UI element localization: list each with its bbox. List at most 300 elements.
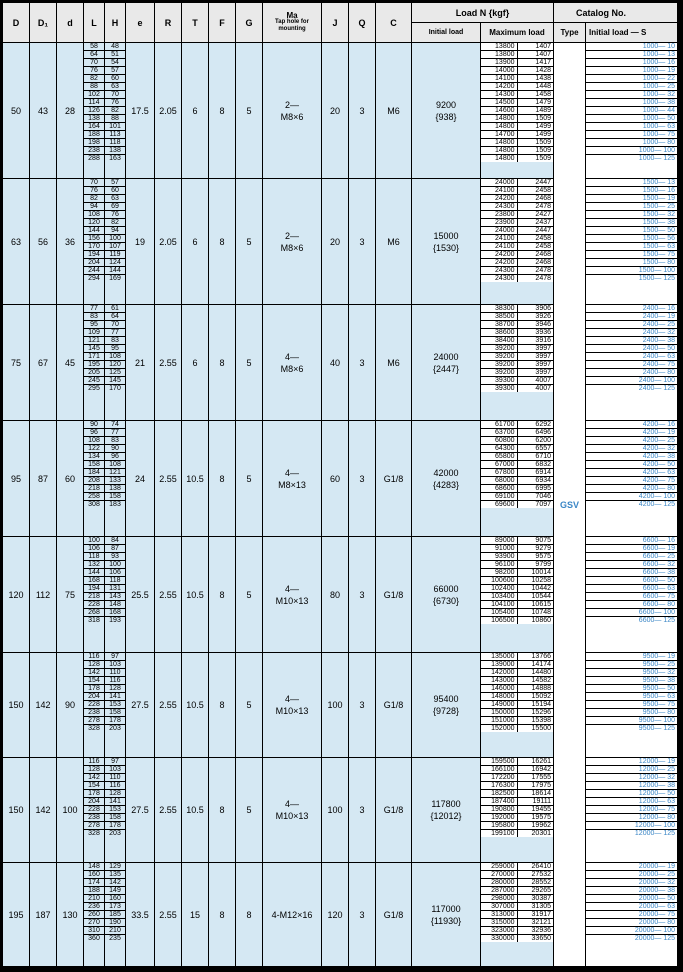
cell-catalog-no: 1500— 125 bbox=[638, 275, 675, 282]
cell-catalog-no-cell bbox=[586, 179, 678, 305]
cell-catalog-no: 1000— 100 bbox=[586, 147, 677, 155]
cell-max-n: 150000 bbox=[481, 709, 517, 717]
cell-H: 190 bbox=[105, 919, 125, 927]
cell-catalog-no: 9500— 63 bbox=[586, 693, 677, 701]
cell-catalog-no: 1000— 22 bbox=[586, 75, 677, 83]
cell-max-kgf: 6200 bbox=[518, 437, 554, 445]
cell-max-kgf: 3946 bbox=[518, 321, 554, 329]
cell-H: 128 bbox=[105, 790, 125, 798]
cell-catalog-no: 12000— 38 bbox=[586, 782, 677, 790]
spec-table bbox=[2, 2, 678, 967]
cell-catalog-no: 4200— 80 bbox=[586, 485, 677, 493]
cell-catalog-no: 9500— 25 bbox=[586, 661, 677, 669]
cell-J: 80 bbox=[322, 537, 349, 653]
cell-d: 130 bbox=[57, 863, 84, 967]
cell-e: 17.5 bbox=[126, 43, 155, 179]
cell-H: 108 bbox=[105, 353, 125, 361]
cell-max-n: 69100 bbox=[481, 493, 517, 501]
cell-H: 148 bbox=[105, 601, 125, 609]
cell-L: 154 bbox=[84, 677, 104, 685]
cell-Ma: 4— M8×6 bbox=[263, 305, 322, 421]
cell-max-n: 38400 bbox=[481, 337, 517, 345]
cell-L: 184 bbox=[84, 469, 104, 477]
cell-L: 90 bbox=[84, 421, 104, 429]
cell-H: 116 bbox=[105, 782, 125, 790]
cell-F: 8 bbox=[209, 863, 236, 967]
spec-table-body bbox=[3, 43, 678, 967]
cell-L: 82 bbox=[84, 195, 104, 203]
cell-max-n: 69600 bbox=[495, 501, 515, 508]
cell-catalog-no: 20000— 80 bbox=[586, 919, 677, 927]
cell-max-kgf: 1489 bbox=[518, 107, 554, 115]
cell-max-kgf: 20301 bbox=[531, 830, 551, 837]
cell-catalog-no: 2400— 75 bbox=[586, 361, 677, 369]
cell-max-n: 100600 bbox=[481, 577, 517, 585]
cell-max-kgf: 14480 bbox=[518, 669, 554, 677]
cell-max-n: 96100 bbox=[481, 561, 517, 569]
cell-catalog-no: 1000— 80 bbox=[586, 139, 677, 147]
cell-max-n: 14800 bbox=[495, 155, 515, 162]
cell-max-n: 106500 bbox=[491, 617, 515, 624]
cell-max-kgf: 13766 bbox=[518, 653, 554, 661]
cell-H: 87 bbox=[105, 545, 125, 553]
cell-catalog-no: 9500— 125 bbox=[638, 725, 675, 732]
cell-max-kgf: 15398 bbox=[518, 717, 554, 725]
cell-catalog-no: 4200— 100 bbox=[586, 493, 677, 501]
cell-catalog-no: 1000— 125 bbox=[638, 155, 675, 162]
cell-D: 195 bbox=[3, 863, 30, 967]
cell-max-kgf: 16942 bbox=[518, 766, 554, 774]
cell-max-kgf: 9279 bbox=[518, 545, 554, 553]
cell-H: 60 bbox=[105, 187, 125, 195]
cell-H: 76 bbox=[105, 99, 125, 107]
cell-max-n: 64300 bbox=[481, 445, 517, 453]
cell-max-n: 14200 bbox=[481, 83, 517, 91]
col-H: H bbox=[105, 3, 126, 43]
cell-H: 116 bbox=[105, 677, 125, 685]
col-J: J bbox=[322, 3, 349, 43]
cell-L: 116 bbox=[84, 758, 104, 766]
cell-catalog-no: 12000— 32 bbox=[586, 774, 677, 782]
cell-H: 138 bbox=[105, 485, 125, 493]
col-D1: D₁ bbox=[30, 3, 57, 43]
cell-max-n: 187400 bbox=[481, 798, 517, 806]
cell-H: 103 bbox=[105, 766, 125, 774]
cell-H: 149 bbox=[105, 887, 125, 895]
cell-L: 109 bbox=[84, 329, 104, 337]
cell-L: 76 bbox=[84, 187, 104, 195]
cell-max-kgf: 3997 bbox=[518, 353, 554, 361]
cell-max-kgf: 16261 bbox=[518, 758, 554, 766]
cell-D: 150 bbox=[3, 653, 30, 758]
cell-R: 2.05 bbox=[155, 43, 182, 179]
cell-initial-load: 42000 {4283} bbox=[412, 421, 481, 537]
cell-catalog-no: 12000— 25 bbox=[586, 766, 677, 774]
cell-max-n: 39200 bbox=[481, 361, 517, 369]
cell-max-kgf: 9799 bbox=[518, 561, 554, 569]
cell-L: 132 bbox=[84, 561, 104, 569]
col-L: L bbox=[84, 3, 105, 43]
cell-max-n: 102400 bbox=[481, 585, 517, 593]
cell-L-cell bbox=[84, 863, 105, 967]
cell-catalog-no: 2400— 100 bbox=[586, 377, 677, 385]
cell-e: 21 bbox=[126, 305, 155, 421]
cell-catalog-no: 1500— 32 bbox=[586, 211, 677, 219]
cell-max-kgf: 10544 bbox=[518, 593, 554, 601]
cell-H: 63 bbox=[105, 195, 125, 203]
cell-catalog-no: 2400— 50 bbox=[586, 345, 677, 353]
cell-catalog-no: 2400— 25 bbox=[586, 321, 677, 329]
cell-L: 70 bbox=[84, 59, 104, 67]
cell-H: 128 bbox=[105, 685, 125, 693]
col-catalog-sub: Initial load — S bbox=[586, 23, 678, 43]
cell-L: 204 bbox=[84, 693, 104, 701]
cell-L: 138 bbox=[84, 115, 104, 123]
cell-max-kgf: 1509 bbox=[518, 147, 554, 155]
cell-catalog-no: 9500— 38 bbox=[586, 677, 677, 685]
cell-catalog-no: 9500— 19 bbox=[586, 653, 677, 661]
cell-max-kgf: 6832 bbox=[518, 461, 554, 469]
cell-catalog-no: 4200— 19 bbox=[586, 429, 677, 437]
cell-catalog-no: 2400— 38 bbox=[586, 337, 677, 345]
cell-Ma: 4— M8×13 bbox=[263, 421, 322, 537]
cell-max-n: 13800 bbox=[481, 43, 517, 51]
cell-max-n: 60800 bbox=[481, 437, 517, 445]
cell-F: 8 bbox=[209, 421, 236, 537]
cell-max-kgf: 9575 bbox=[518, 553, 554, 561]
cell-e: 27.5 bbox=[126, 758, 155, 863]
cell-F: 8 bbox=[209, 43, 236, 179]
cell-max-n: 166100 bbox=[481, 766, 517, 774]
col-Q: Q bbox=[349, 3, 376, 43]
cell-H: 158 bbox=[105, 814, 125, 822]
cell-max-n: 148000 bbox=[481, 693, 517, 701]
cell-catalog-no: 2400— 80 bbox=[586, 369, 677, 377]
table-row bbox=[3, 43, 678, 179]
cell-L: 95 bbox=[84, 321, 104, 329]
cell-max-kgf: 1407 bbox=[518, 43, 554, 51]
cell-max-n: 104100 bbox=[481, 601, 517, 609]
cell-H: 131 bbox=[105, 585, 125, 593]
cell-max-kgf: 15092 bbox=[518, 693, 554, 701]
cell-L: 144 bbox=[84, 569, 104, 577]
cell-Ma: 4-M12×16 bbox=[263, 863, 322, 967]
cell-H: 60 bbox=[105, 75, 125, 83]
cell-H: 144 bbox=[105, 267, 125, 275]
cell-L: 168 bbox=[84, 577, 104, 585]
cell-max-load bbox=[481, 305, 554, 421]
cell-L-cell bbox=[84, 758, 105, 863]
cell-L: 204 bbox=[84, 259, 104, 267]
cell-initial-load: 95400 {9728} bbox=[412, 653, 481, 758]
col-Ma-sub: Tap hole for mounting bbox=[275, 19, 309, 32]
cell-L: 128 bbox=[84, 766, 104, 774]
cell-Q: 3 bbox=[349, 43, 376, 179]
cell-L-cell bbox=[84, 653, 105, 758]
cell-L: 160 bbox=[84, 871, 104, 879]
cell-catalog-no: 12000— 63 bbox=[586, 798, 677, 806]
cell-max-kgf: 14174 bbox=[518, 661, 554, 669]
cell-max-n: 38700 bbox=[481, 321, 517, 329]
cell-catalog-no: 4200— 125 bbox=[638, 501, 675, 508]
cell-D: 95 bbox=[3, 421, 30, 537]
cell-max-kgf: 30387 bbox=[518, 895, 554, 903]
cell-catalog-no: 1500— 25 bbox=[586, 203, 677, 211]
cell-max-n: 24300 bbox=[495, 275, 515, 282]
cell-max-kgf: 1509 bbox=[535, 155, 551, 162]
col-initial-load: Initial load bbox=[412, 23, 481, 43]
cell-H: 77 bbox=[105, 429, 125, 437]
cell-L: 238 bbox=[84, 814, 104, 822]
cell-max-n: 61700 bbox=[481, 421, 517, 429]
cell-D1: 87 bbox=[30, 421, 57, 537]
cell-max-n: 280000 bbox=[481, 879, 517, 887]
cell-catalog-no: 6600— 75 bbox=[586, 593, 677, 601]
cell-max-n: 24200 bbox=[481, 251, 517, 259]
cell-catalog-no: 4200— 32 bbox=[586, 445, 677, 453]
cell-L: 288 bbox=[88, 155, 100, 162]
cell-H: 178 bbox=[105, 822, 125, 830]
cell-D1: 56 bbox=[30, 179, 57, 305]
cell-catalog-no-cell bbox=[586, 305, 678, 421]
cell-H: 153 bbox=[105, 806, 125, 814]
cell-H: 158 bbox=[105, 709, 125, 717]
cell-max-kgf: 2468 bbox=[518, 195, 554, 203]
cell-C: G1/8 bbox=[376, 653, 412, 758]
cell-L: 94 bbox=[84, 203, 104, 211]
cell-max-n: 13900 bbox=[481, 59, 517, 67]
cell-G: 5 bbox=[236, 421, 263, 537]
cell-max-n: 67000 bbox=[481, 461, 517, 469]
cell-catalog-no: 12000— 100 bbox=[586, 822, 677, 830]
cell-max-kgf: 19962 bbox=[518, 822, 554, 830]
cell-Q: 3 bbox=[349, 758, 376, 863]
cell-max-n: 14800 bbox=[481, 139, 517, 147]
cell-max-kgf: 18614 bbox=[518, 790, 554, 798]
cell-max-kgf: 2447 bbox=[518, 179, 554, 187]
cell-catalog-no: 9500— 100 bbox=[586, 717, 677, 725]
cell-H: 183 bbox=[109, 501, 121, 508]
cell-max-n: 159500 bbox=[481, 758, 517, 766]
cell-max-kgf: 2427 bbox=[518, 211, 554, 219]
cell-D1: 142 bbox=[30, 653, 57, 758]
cell-H: 74 bbox=[105, 421, 125, 429]
cell-R: 2.05 bbox=[155, 179, 182, 305]
cell-max-n: 13800 bbox=[481, 51, 517, 59]
cell-R: 2.55 bbox=[155, 863, 182, 967]
cell-max-n: 24200 bbox=[481, 259, 517, 267]
cell-max-kgf: 6710 bbox=[518, 453, 554, 461]
cell-catalog-no-cell bbox=[586, 863, 678, 967]
cell-max-kgf: 2478 bbox=[535, 275, 551, 282]
col-d: d bbox=[57, 3, 84, 43]
cell-max-load bbox=[481, 758, 554, 863]
cell-catalog-no: 12000— 19 bbox=[586, 758, 677, 766]
cell-max-n: 38500 bbox=[481, 313, 517, 321]
cell-G: 5 bbox=[236, 43, 263, 179]
cell-C: G1/8 bbox=[376, 863, 412, 967]
cell-e: 24 bbox=[126, 421, 155, 537]
cell-J: 40 bbox=[322, 305, 349, 421]
cell-max-kgf: 15194 bbox=[518, 701, 554, 709]
cell-max-kgf: 6914 bbox=[518, 469, 554, 477]
cell-max-n: 24100 bbox=[481, 187, 517, 195]
cell-catalog-no: 4200— 50 bbox=[586, 461, 677, 469]
cell-H: 97 bbox=[105, 758, 125, 766]
cell-catalog-no: 12000— 125 bbox=[634, 830, 675, 837]
cell-Ma: 4— M10×13 bbox=[263, 653, 322, 758]
cell-L-cell bbox=[84, 179, 105, 305]
cell-L: 194 bbox=[84, 585, 104, 593]
cell-Q: 3 bbox=[349, 653, 376, 758]
cell-max-n: 313000 bbox=[481, 911, 517, 919]
cell-d: 90 bbox=[57, 653, 84, 758]
cell-H: 124 bbox=[105, 259, 125, 267]
cell-H: 185 bbox=[105, 911, 125, 919]
cell-max-kgf: 3997 bbox=[518, 369, 554, 377]
cell-H: 118 bbox=[105, 139, 125, 147]
cell-initial-load: 24000 {2447} bbox=[412, 305, 481, 421]
cell-T: 10.5 bbox=[182, 653, 209, 758]
cell-max-kgf: 1417 bbox=[518, 59, 554, 67]
cell-max-kgf: 32121 bbox=[518, 919, 554, 927]
cell-L: 260 bbox=[84, 911, 104, 919]
cell-H: 69 bbox=[105, 203, 125, 211]
cell-L: 158 bbox=[84, 461, 104, 469]
cell-max-n: 68000 bbox=[481, 477, 517, 485]
cell-H: 57 bbox=[105, 179, 125, 187]
cell-L: 188 bbox=[84, 131, 104, 139]
cell-catalog-no: 12000— 75 bbox=[586, 806, 677, 814]
cell-max-kgf: 29265 bbox=[518, 887, 554, 895]
cell-L-cell bbox=[84, 43, 105, 179]
cell-Ma: 2— M8×6 bbox=[263, 179, 322, 305]
cell-H: 142 bbox=[105, 879, 125, 887]
cell-max-kgf: 17555 bbox=[518, 774, 554, 782]
cell-H: 96 bbox=[105, 453, 125, 461]
cell-max-kgf: 1458 bbox=[518, 91, 554, 99]
cell-e: 19 bbox=[126, 179, 155, 305]
cell-L: 164 bbox=[84, 123, 104, 131]
cell-catalog-no: 12000— 80 bbox=[586, 814, 677, 822]
cell-initial-load: 9200 {938} bbox=[412, 43, 481, 179]
cell-D1: 142 bbox=[30, 758, 57, 863]
cell-max-n: 93900 bbox=[481, 553, 517, 561]
cell-max-n: 142000 bbox=[481, 669, 517, 677]
cell-D1: 67 bbox=[30, 305, 57, 421]
cell-H-cell bbox=[105, 179, 126, 305]
cell-max-n: 152000 bbox=[491, 725, 515, 732]
cell-max-kgf: 6496 bbox=[518, 429, 554, 437]
cell-J: 100 bbox=[322, 758, 349, 863]
cell-H: 210 bbox=[105, 927, 125, 935]
cell-H-cell bbox=[105, 43, 126, 179]
cell-type: GSV bbox=[554, 43, 586, 967]
cell-max-n: 14800 bbox=[481, 123, 517, 131]
cell-H: 77 bbox=[105, 329, 125, 337]
cell-max-kgf: 10014 bbox=[518, 569, 554, 577]
cell-catalog-no: 1000— 38 bbox=[586, 99, 677, 107]
cell-max-kgf: 3906 bbox=[518, 305, 554, 313]
cell-max-n: 192000 bbox=[481, 814, 517, 822]
cell-catalog-no: 20000— 100 bbox=[586, 927, 677, 935]
cell-max-n: 23800 bbox=[481, 211, 517, 219]
cell-catalog-no: 20000— 125 bbox=[634, 935, 675, 942]
cell-max-n: 24000 bbox=[481, 227, 517, 235]
cell-J: 20 bbox=[322, 179, 349, 305]
cell-H: 84 bbox=[105, 537, 125, 545]
cell-L: 118 bbox=[84, 553, 104, 561]
cell-H: 108 bbox=[105, 461, 125, 469]
cell-max-kgf: 27532 bbox=[518, 871, 554, 879]
cell-max-kgf: 2468 bbox=[518, 251, 554, 259]
cell-catalog-no: 9500— 80 bbox=[586, 709, 677, 717]
cell-max-n: 24000 bbox=[481, 179, 517, 187]
cell-max-kgf: 2468 bbox=[518, 259, 554, 267]
cell-catalog-no: 1000— 19 bbox=[586, 67, 677, 75]
cell-R: 2.55 bbox=[155, 758, 182, 863]
cell-catalog-no: 1000— 75 bbox=[586, 131, 677, 139]
cell-max-load bbox=[481, 653, 554, 758]
cell-max-kgf: 1479 bbox=[518, 99, 554, 107]
cell-L: 328 bbox=[88, 830, 100, 837]
cell-R: 2.55 bbox=[155, 653, 182, 758]
cell-L: 77 bbox=[84, 305, 104, 313]
cell-H: 120 bbox=[105, 361, 125, 369]
cell-L: 170 bbox=[84, 243, 104, 251]
cell-catalog-no: 1000— 10 bbox=[586, 43, 677, 51]
cell-L: 294 bbox=[88, 275, 100, 282]
cell-e: 25.5 bbox=[126, 537, 155, 653]
cell-catalog-no: 4200— 16 bbox=[586, 421, 677, 429]
cell-max-n: 270000 bbox=[481, 871, 517, 879]
cell-catalog-no: 1000— 13 bbox=[586, 51, 677, 59]
cell-L: 278 bbox=[84, 717, 104, 725]
cell-Ma: 4— M10×13 bbox=[263, 758, 322, 863]
cell-G: 8 bbox=[236, 863, 263, 967]
cell-L: 238 bbox=[84, 147, 104, 155]
cell-L: 142 bbox=[84, 774, 104, 782]
cell-catalog-no: 9500— 75 bbox=[586, 701, 677, 709]
cell-T: 10.5 bbox=[182, 421, 209, 537]
cell-max-n: 182500 bbox=[481, 790, 517, 798]
cell-max-load bbox=[481, 179, 554, 305]
cell-H: 110 bbox=[105, 774, 125, 782]
cell-L: 58 bbox=[84, 43, 104, 51]
cell-max-n: 14700 bbox=[481, 131, 517, 139]
cell-H: 88 bbox=[105, 115, 125, 123]
cell-max-n: 39200 bbox=[481, 353, 517, 361]
cell-max-kgf: 1509 bbox=[518, 139, 554, 147]
cell-L: 83 bbox=[84, 313, 104, 321]
cell-d: 75 bbox=[57, 537, 84, 653]
col-type: Type bbox=[554, 23, 586, 43]
cell-H: 93 bbox=[105, 553, 125, 561]
cell-max-n: 14300 bbox=[481, 91, 517, 99]
col-Ma-title: Ma bbox=[286, 11, 298, 20]
cell-max-n: 149000 bbox=[481, 701, 517, 709]
cell-d: 60 bbox=[57, 421, 84, 537]
cell-max-kgf: 2458 bbox=[518, 243, 554, 251]
cell-catalog-no: 2400— 125 bbox=[638, 385, 675, 392]
cell-max-kgf: 14582 bbox=[518, 677, 554, 685]
cell-max-n: 67800 bbox=[481, 469, 517, 477]
cell-L: 270 bbox=[84, 919, 104, 927]
cell-L: 82 bbox=[84, 75, 104, 83]
cell-C: M6 bbox=[376, 179, 412, 305]
cell-max-kgf: 1407 bbox=[518, 51, 554, 59]
cell-catalog-no: 4200— 75 bbox=[586, 477, 677, 485]
